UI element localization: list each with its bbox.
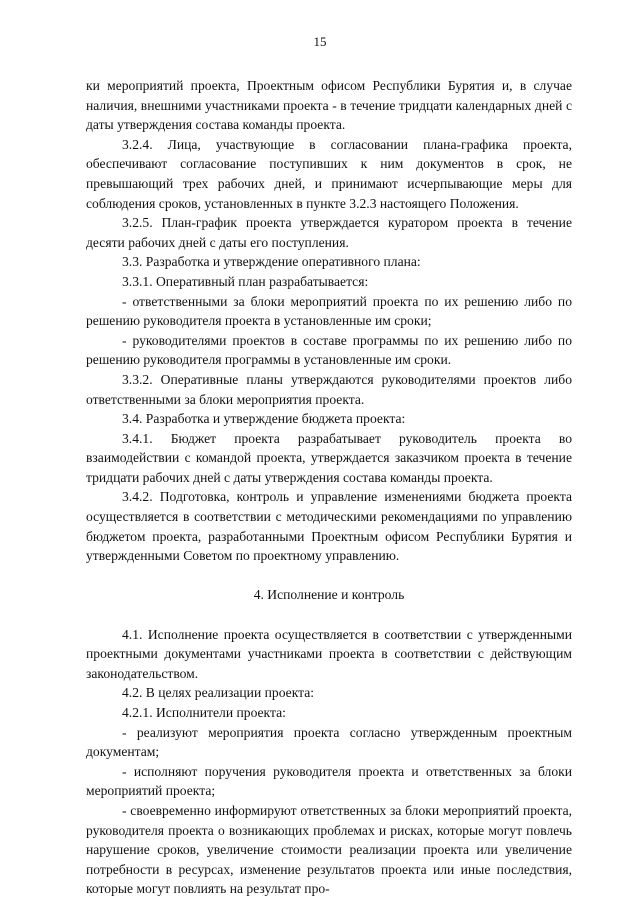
paragraph: - своевременно информируют ответственных за блоки мероприятий проекта, руководителя проекта о возникающих проблемах и рисках, которые могут повлечь нарушение сроков, увеличение стоимости реализации проекта или увеличение потребности в ресурсах, изменение результатов проекта или иные последствия, которые могут повлиять на результат про- <box>86 802 572 897</box>
paragraph: 3.3.2. Оперативные планы утверждаются руководителями проектов либо ответственными за блоки мероприятия проекта. <box>86 371 572 407</box>
paragraph: 3.3.1. Оперативный план разрабатывается: <box>122 273 369 289</box>
section-heading: 4. Исполнение и контроль <box>253 587 405 603</box>
paragraph: - реализуют мероприятия проекта согласно утвержденным проектным документам; <box>86 724 572 760</box>
paragraph: 4.2. В целях реализации проекта: <box>122 685 315 701</box>
page-number: 15 <box>313 34 327 49</box>
paragraph: 3.4.1. Бюджет проекта разрабатывает руководитель проекта во взаимодействии с командой проекта, утверждается заказчиком проекта в течение тридцати рабочих дней с даты утверждения состава команды проекта. <box>86 430 572 485</box>
paragraph: - исполняют поручения руководителя проекта и ответственных за блоки мероприятий проекта; <box>86 763 572 799</box>
paragraph: - руководителями проектов в составе программы по их решению либо по решению руководителя программы в установленные им сроки. <box>86 332 572 368</box>
paragraph: 3.3. Разработка и утверждение оперативного плана: <box>122 254 421 270</box>
paragraph: 4.2.1. Исполнители проекта: <box>122 705 286 720</box>
paragraph: 3.4.2. Подготовка, контроль и управление изменениями бюджета проекта осуществляется в соответствии с методическими рекомендациями по управлению бюджетом проекта, разработанными Проектным офисом Республики Бурятия и утвержденными Советом по проектному управлению. <box>86 489 572 564</box>
paragraph: - ответственными за блоки мероприятий проекта по их решению либо по решению руководителя проекта в установленные им сроки; <box>86 293 572 329</box>
paragraph: ки мероприятий проекта, Проектным офисом Республики Бурятия и, в случае наличия, внешними участниками проекта - в течение тридцати календарных дней с даты утверждения состава команды проекта. <box>86 78 572 133</box>
document-body <box>86 76 572 899</box>
paragraph: 3.2.4. Лица, участвующие в согласовании плана-графика проекта, обеспечивают согласование поступивших к ним документов в срок, не превышающий трех рабочих дней, и принимают исчерпывающие меры для соблюдения сроков, установленных в пункте 3.2.3 настоящего Положения. <box>86 136 572 211</box>
paragraph: 4.1. Исполнение проекта осуществляется в соответствии с утвержденными проектными документами участниками проекта в соответствии с действующим законодательством. <box>86 626 572 681</box>
paragraph: 3.2.5. План-график проекта утверждается куратором проекта в течение десяти рабочих дней с даты его поступления. <box>86 215 572 250</box>
paragraph: 3.4. Разработка и утверждение бюджета проекта: <box>122 411 406 427</box>
